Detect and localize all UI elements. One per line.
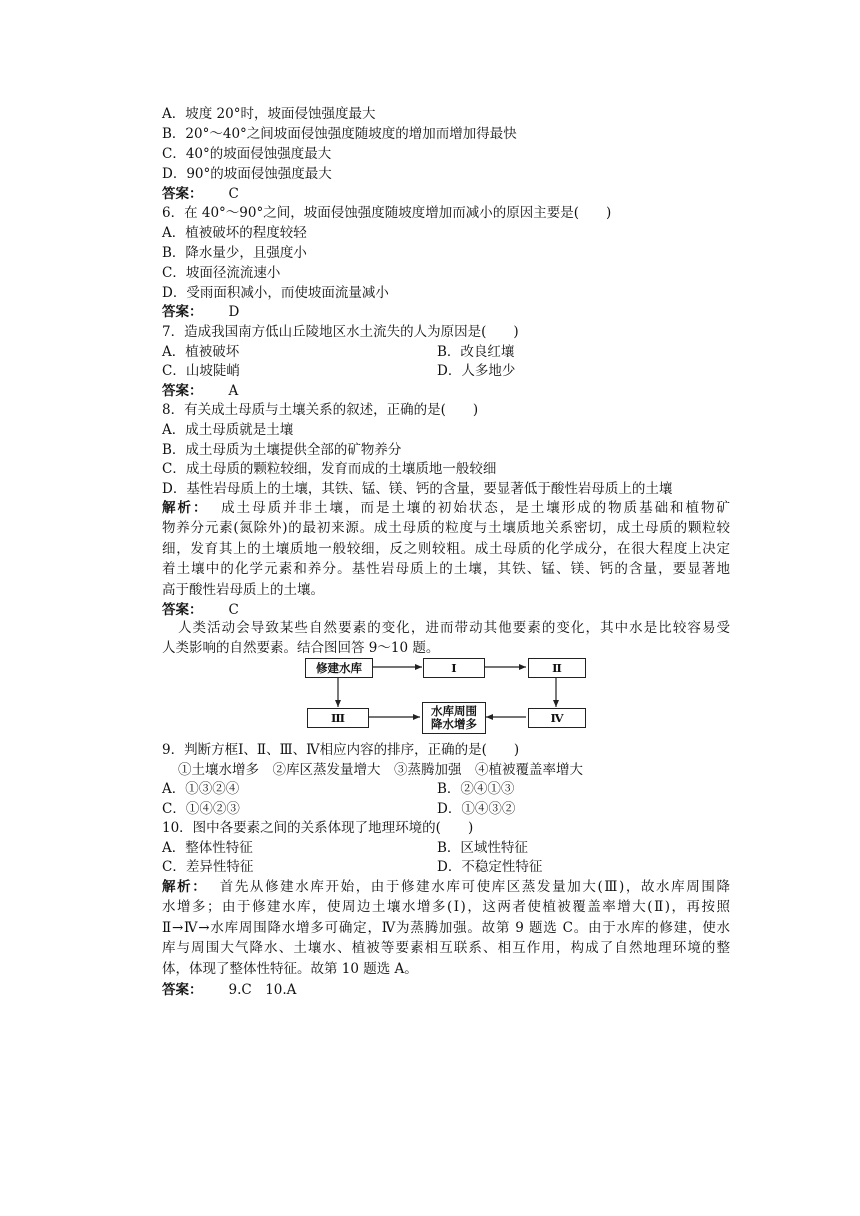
q6-stem: 6．在 40°～90°之间，坡面侵蚀强度随坡度增加而减小的原因主要是( ) — [162, 205, 612, 221]
q9-items: ①土壤水增多 ②库区蒸发量增大 ③蒸腾加强 ④植被覆盖率增大 — [178, 762, 583, 778]
answer-value: 9.C 10.A — [228, 982, 297, 998]
answer-label: 答案： — [162, 383, 203, 399]
analysis-line: 体，体现了整体性特征。故第 10 题选 A。 — [162, 960, 418, 977]
analysis-line: 库与周围大气降水、土壤水、植被等要素相互联系、相互作用，构成了自然地理环境的整 — [162, 940, 730, 957]
q8-stem: 8．有关成土母质与土壤关系的叙述，正确的是( ) — [162, 402, 479, 418]
answer-value: A — [228, 383, 239, 399]
q9-stem: 9．判断方框Ⅰ、Ⅱ、Ⅲ、Ⅳ相应内容的排序，正确的是( ) — [162, 742, 520, 758]
diagram-box-i: Ⅰ — [423, 658, 485, 678]
q8-option-b: B．成土母质为土壤提供全部的矿物养分 — [162, 442, 402, 458]
q10-option-b: B．区域性特征 — [437, 840, 528, 856]
diagram-box-iii: Ⅲ — [307, 708, 369, 728]
intro-line: 人类影响的自然要素。结合图回答 9～10 题。 — [162, 640, 440, 657]
q6-option-a: A．植被破坏的程度较轻 — [162, 225, 307, 241]
diagram-box-center — [422, 702, 486, 734]
analysis-text: 成土母质并非土壤，而是土壤的初始状态，是土壤形成的物质基础和植物矿 — [205, 500, 730, 516]
answer-label: 答案： — [162, 186, 203, 202]
answer-label: 答案： — [162, 304, 203, 320]
analysis-text: 首先从修建水库开始，由于修建水库可使库区蒸发量加大(Ⅲ)，故水库周围降 — [204, 879, 731, 895]
analysis-line: 细，发育其上的土壤质地一般较细，反之则较粗。成土母质的化学成分，在很大程度上决定 — [162, 540, 730, 557]
diagram-box-start: 修建水库 — [305, 658, 373, 678]
q6-option-c: C．坡面径流流速小 — [162, 265, 281, 281]
q7-stem: 7．造成我国南方低山丘陵地区水土流失的人为原因是( ) — [162, 324, 519, 340]
answer-value: D — [228, 304, 240, 320]
answer-label: 答案： — [162, 982, 203, 998]
q10-option-a: A．整体性特征 — [162, 840, 253, 856]
q9-option-b: B．②④①③ — [437, 781, 515, 797]
answer-value: C — [228, 602, 239, 618]
q10-stem: 10．图中各要素之间的关系体现了地理环境的( ) — [162, 820, 474, 836]
intro-line: 人类活动会导致某些自然要素的变化，进而带动其他要素的变化，其中水是比较容易受 — [178, 620, 730, 636]
diagram-box-iv: Ⅳ — [528, 708, 586, 728]
center-line-2: 降水增多 — [431, 717, 477, 731]
analysis-line: 水增多；由于修建水库，使周边土壤水增多(Ⅰ)，这两者使植被覆盖率增大(Ⅱ)，再按照 — [162, 899, 730, 916]
q5-option-a: A．坡度 20°时，坡面侵蚀强度最大 — [162, 106, 376, 122]
q6-option-d: D．受雨面积减小，而使坡面流量减小 — [162, 285, 389, 301]
analysis-line: 高于酸性岩母质上的土壤。 — [162, 581, 324, 598]
q10-option-c: C．差异性特征 — [162, 859, 254, 875]
q10-analysis — [162, 877, 730, 979]
analysis-line — [162, 877, 730, 897]
answer-label: 答案： — [162, 602, 203, 618]
q9-option-d: D．①④③② — [437, 801, 516, 817]
analysis-line: Ⅱ→Ⅳ→水库周围降水增多可确定，Ⅳ为蒸腾加强。故第 9 题选 C。由于水库的修建，使水 — [162, 919, 730, 936]
answer-value: C — [228, 186, 239, 202]
q7-option-d: D．人多地少 — [437, 363, 516, 379]
q5-option-c: C．40°的坡面侵蚀强度最大 — [162, 146, 332, 162]
q5-option-b: B．20°～40°之间坡面侵蚀强度随坡度的增加而增加得最快 — [162, 126, 517, 142]
q8-option-c: C．成土母质的颗粒较细，发育而成的土壤质地一般较细 — [162, 461, 497, 477]
center-line-1: 水库周围 — [431, 704, 477, 718]
analysis-line: 着土壤中的化学元素和养分。基性岩母质上的土壤，其铁、锰、镁、钙的含量，要显著地 — [162, 561, 730, 578]
q10-option-d: D．不稳定性特征 — [437, 859, 543, 875]
diagram-box-ii: Ⅱ — [528, 658, 586, 678]
q5-option-d: D．90°的坡面侵蚀强度最大 — [162, 166, 332, 182]
analysis-label: 解析： — [162, 500, 202, 516]
q7-option-b: B．改良红壤 — [437, 344, 515, 360]
q6-option-b: B．降水量少，且强度小 — [162, 245, 307, 261]
q10-answer — [162, 980, 296, 1000]
analysis-line: 物养分元素(氮除外)的最初来源。成土母质的粒度与土壤质地关系密切，成土母质的颗粒较 — [162, 520, 730, 537]
q9-option-a: A．①③②④ — [162, 781, 240, 797]
q9-option-c: C．①④②③ — [162, 801, 240, 817]
q7-option-a: A．植被破坏 — [162, 344, 240, 360]
analysis-label: 解析： — [162, 879, 201, 895]
q8-option-a: A．成土母质就是土壤 — [162, 422, 294, 438]
q7-option-c: C．山坡陡峭 — [162, 363, 240, 379]
q8-option-d: D．基性岩母质上的土壤，其铁、锰、镁、钙的含量，要显著低于酸性岩母质上的土壤 — [162, 481, 673, 497]
